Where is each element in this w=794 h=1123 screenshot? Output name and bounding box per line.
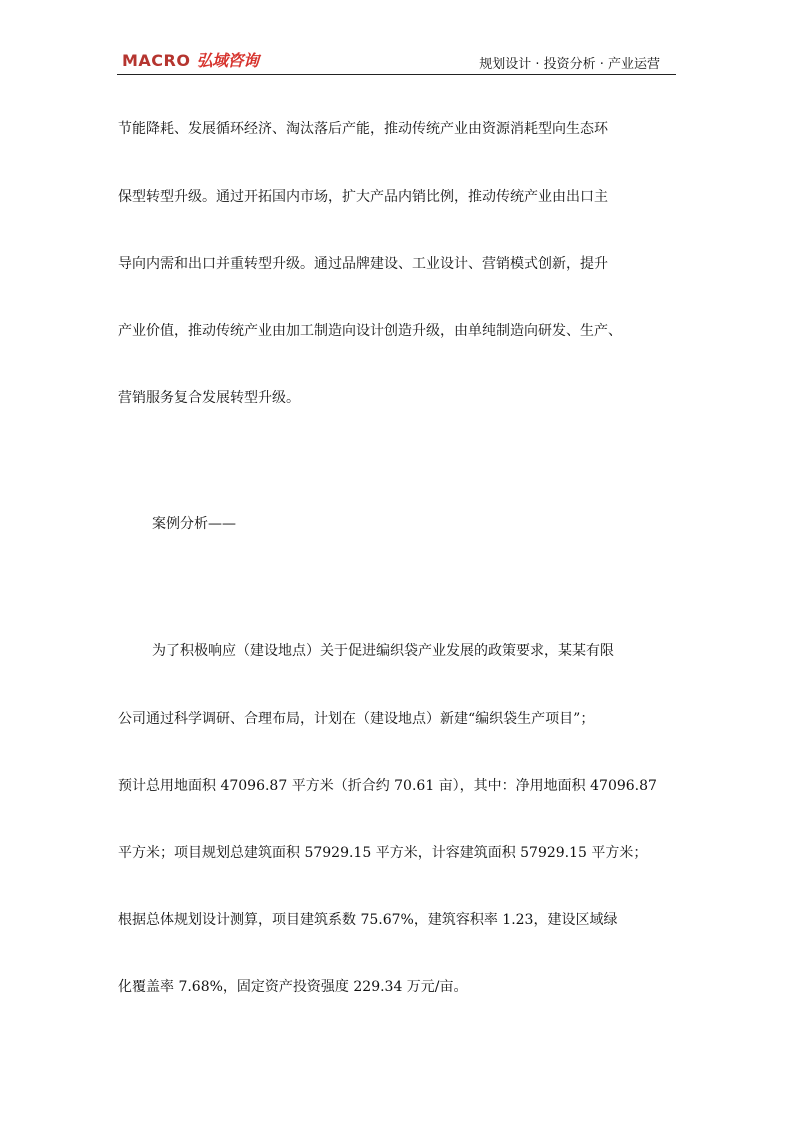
paragraph-1 <box>118 118 678 408</box>
paragraph-line: 产业价值，推动传统产业由加工制造向设计创造升级，由单纯制造向研发、生产、 <box>118 323 622 339</box>
logo-latin-text: MACRO <box>122 51 191 70</box>
section-heading <box>118 513 678 537</box>
paragraph-line: 预计总用地面积 47096.87 平方米（折合约 70.61 亩），其中：净用地面积 47096.87 <box>118 778 657 794</box>
page-header <box>117 40 676 75</box>
paragraph-line: 为了积极响应（建设地点）关于促进编织袋产业发展的政策要求，某某有限 <box>152 643 614 659</box>
paragraph-line: 公司通过科学调研、合理布局，计划在（建设地点）新建“编织袋生产项目”； <box>118 711 595 727</box>
company-logo <box>122 48 259 71</box>
section-heading-text: 案例分析—— <box>152 516 236 532</box>
paragraph-line: 化覆盖率 7.68%，固定资产投资强度 229.34 万元/亩。 <box>118 979 468 995</box>
paragraph-2 <box>118 640 678 1000</box>
header-tagline: 规划设计 · 投资分析 · 产业运营 <box>479 57 660 72</box>
paragraph-line: 根据总体规划设计测算，项目建筑系数 75.67%，建筑容积率 1.23，建设区域绿 <box>118 912 618 928</box>
logo-cjk-text: 弘域咨询 <box>196 51 259 70</box>
paragraph-line: 平方米；项目规划总建筑面积 57929.15 平方米，计容建筑面积 57929.15 平方米； <box>118 845 648 861</box>
paragraph-line: 保型转型升级。通过开拓国内市场，扩大产品内销比例，推动传统产业由出口主 <box>118 189 608 205</box>
paragraph-line: 节能降耗、发展循环经济、淘汰落后产能，推动传统产业由资源消耗型向生态环 <box>118 121 608 137</box>
paragraph-line: 营销服务复合发展转型升级。 <box>118 390 300 406</box>
paragraph-line: 导向内需和出口并重转型升级。通过品牌建设、工业设计、营销模式创新，提升 <box>118 256 608 272</box>
